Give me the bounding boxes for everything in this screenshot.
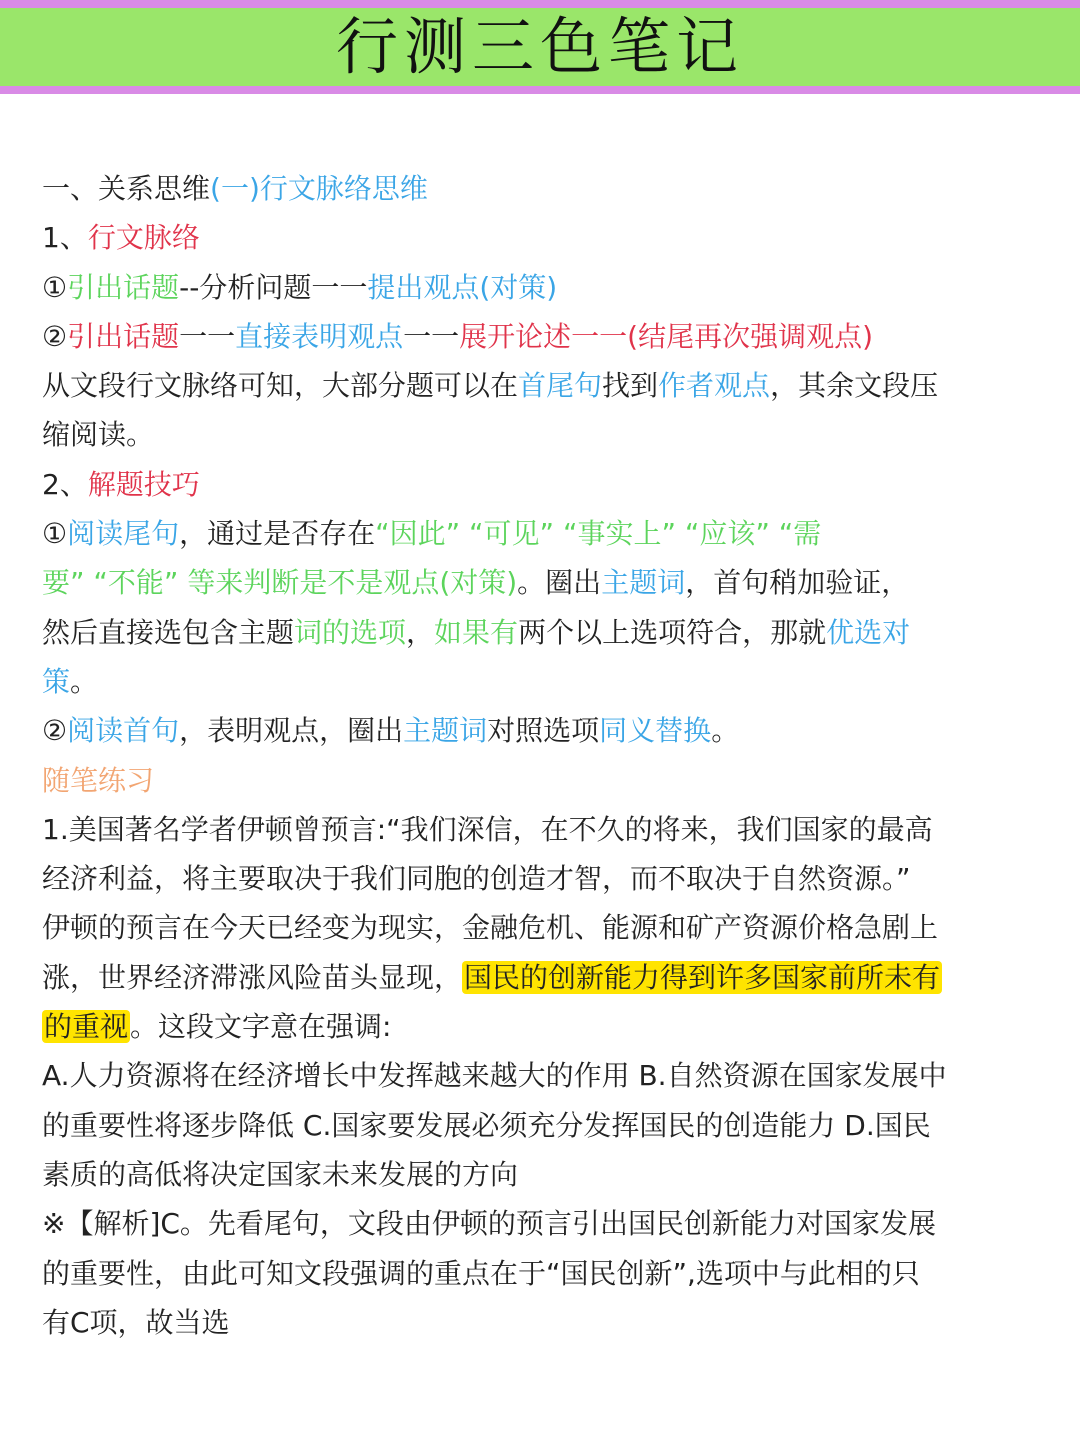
text-line: [42, 706, 1064, 755]
text-segment: ②: [42, 714, 68, 748]
text-segment: 伊顿的预言在今天已经变为现实，金融危机、能源和矿产资源价格急剧上: [42, 911, 939, 945]
text-line: [42, 1150, 1064, 1199]
text-segment: 首尾句: [518, 369, 603, 403]
text-line: [42, 854, 1064, 903]
text-line: [42, 164, 1064, 213]
text-segment: 如果有: [434, 615, 519, 649]
text-segment: 一、关系思维: [42, 172, 211, 205]
text-segment: 一一: [403, 319, 460, 353]
text-segment: ，: [406, 615, 435, 649]
text-segment: 引出话题: [67, 270, 180, 304]
text-segment: 。这段文字意在强调:: [130, 1010, 392, 1044]
title-banner: [0, 0, 1080, 94]
text-line: [42, 509, 1064, 558]
text-line: [42, 558, 1064, 607]
text-segment: 作者观点: [658, 369, 771, 403]
text-line: [42, 1002, 1064, 1051]
text-segment: 同义替换: [599, 714, 712, 748]
text-segment: 随笔练习: [42, 763, 155, 797]
text-segment: 缩阅读。: [42, 418, 155, 452]
text-segment: ①: [42, 517, 68, 551]
text-segment: 主题词: [601, 566, 686, 600]
text-segment: 主题词: [403, 714, 488, 748]
text-segment: 从文段行文脉络可知，大部分题可以在: [42, 369, 519, 403]
text-line: [42, 1249, 1064, 1298]
text-line: [42, 608, 1064, 657]
text-segment: 展开论述一一(结尾再次强调观点): [459, 319, 874, 353]
text-segment: 。圈出: [517, 566, 602, 600]
text-segment: 阅读尾句: [67, 517, 180, 551]
text-segment: (一)行文脉络思维: [210, 172, 428, 205]
text-segment: 提出观点(对策): [367, 270, 558, 304]
text-segment: 对照选项: [487, 714, 600, 748]
page-title: 行测三色笔记: [335, 10, 744, 83]
text-segment: 的重要性将逐步降低 C.国家要发展必须充分发挥国民的创造能力 D.国民: [42, 1108, 931, 1142]
note-content: [42, 164, 1064, 1347]
text-segment: 然后直接选包含主题: [42, 615, 295, 649]
text-segment: 素质的高低将决定国家未来发展的方向: [42, 1157, 519, 1191]
text-segment: “因此” “可见” “事实上” “应该” “需: [375, 517, 822, 551]
text-line: [42, 805, 1064, 854]
text-segment: 直接表明观点: [235, 319, 404, 353]
highlighted-text: 的重视: [44, 1010, 129, 1044]
text-segment: 的重要性，由此可知文段强调的重点在于“国民创新”,选项中与此相的只: [42, 1256, 920, 1290]
text-segment: ①: [42, 270, 68, 304]
text-segment: 要” “不能” 等来判断是不是观点(对策): [42, 566, 518, 600]
highlighted-text: 国民的创新能力得到许多国家前所未有: [464, 960, 941, 994]
text-segment: 解题技巧: [87, 467, 200, 501]
text-line: [42, 756, 1064, 805]
text-segment: ※【解析]C。先看尾句，文段由伊顿的预言引出国民创新能力对国家发展: [42, 1207, 936, 1241]
text-segment: ②: [42, 319, 68, 353]
text-segment: 经济利益，将主要取决于我们同胞的创造才智，而不取决于自然资源。”: [42, 862, 911, 896]
text-segment: 引出话题: [67, 319, 180, 353]
text-segment: 1、: [42, 221, 88, 255]
text-line: [42, 1051, 1064, 1100]
text-segment: 策: [42, 664, 71, 698]
text-segment: 找到: [602, 369, 659, 403]
text-line: [42, 903, 1064, 952]
text-segment: 2、: [42, 467, 88, 501]
text-segment: ，首句稍加验证，: [685, 566, 910, 600]
text-segment: ，表明观点，圈出: [179, 714, 404, 748]
text-line: [42, 1199, 1064, 1248]
text-line: [42, 460, 1064, 509]
text-segment: ，其余文段压: [770, 369, 939, 403]
text-segment: 词的选项: [294, 615, 407, 649]
text-segment: ，通过是否存在: [179, 517, 376, 551]
text-line: [42, 1101, 1064, 1150]
text-segment: 行文脉络: [87, 221, 200, 255]
text-segment: 。: [711, 714, 740, 748]
text-line: [42, 657, 1064, 706]
text-segment: 。: [70, 664, 99, 698]
text-line: [42, 410, 1064, 459]
text-segment: --分析问题一一: [179, 270, 368, 304]
text-segment: 优选对: [826, 615, 911, 649]
text-line: [42, 953, 1064, 1002]
text-line: [42, 361, 1064, 410]
text-segment: A.人力资源将在经济增长中发挥越来越大的作用 B.自然资源在国家发展中: [42, 1059, 947, 1093]
text-segment: 一一: [179, 319, 236, 353]
text-segment: 阅读首句: [67, 714, 180, 748]
text-line: [42, 213, 1064, 262]
text-line: [42, 312, 1064, 361]
text-line: [42, 263, 1064, 312]
text-line: [42, 1298, 1064, 1347]
text-segment: 1.美国著名学者伊顿曾预言:“我们深信，在不久的将来，我们国家的最高: [42, 812, 933, 846]
text-segment: 涨，世界经济滞涨风险苗头显现，: [42, 960, 463, 994]
text-segment: 有C项，故当选: [42, 1305, 230, 1339]
text-segment: 两个以上选项符合，那就: [518, 615, 827, 649]
